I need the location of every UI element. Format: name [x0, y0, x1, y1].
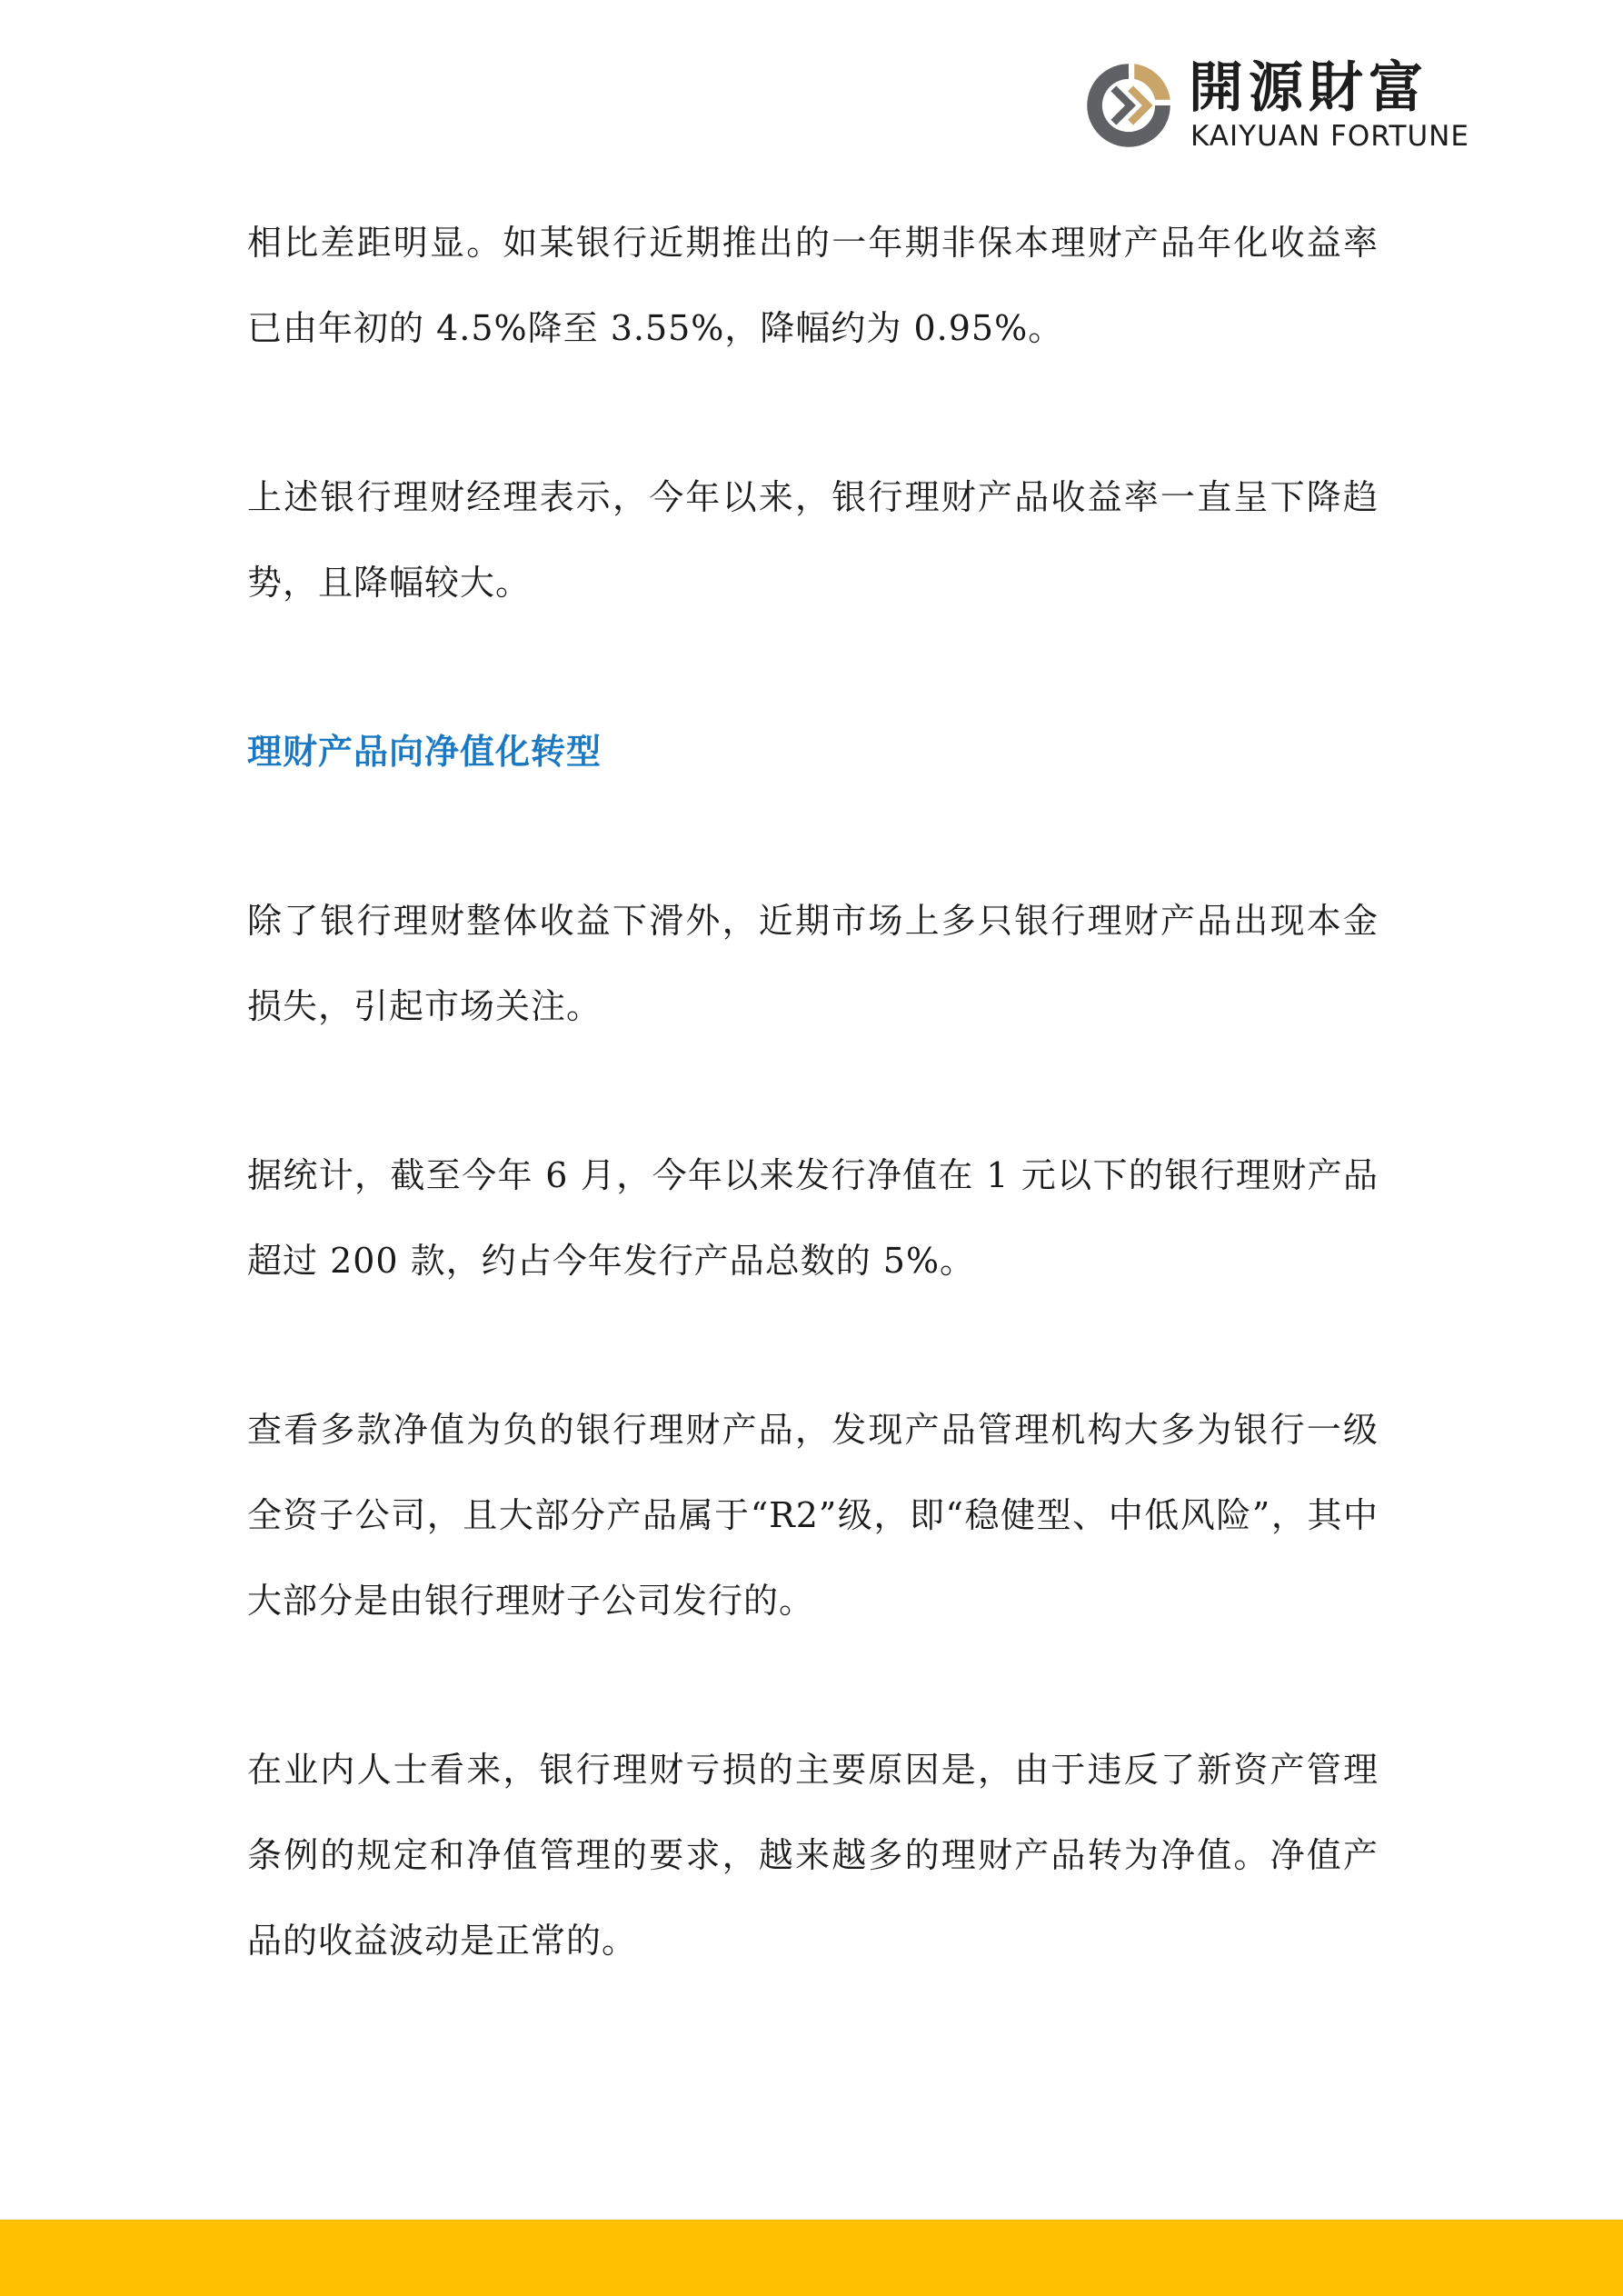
- paragraph-manager-comment: 上述银行理财经理表示，今年以来，银行理财产品收益率一直呈下降趋势，且降幅较大。: [247, 477, 1379, 603]
- company-logo: [1081, 56, 1499, 156]
- paragraph-industry-view: 在业内人士看来，银行理财亏损的主要原因是，由于违反了新资产管理条例的规定和净值管理的要求，越来越多的理财产品转为净值。净值产品的收益波动是正常的。: [247, 1750, 1379, 1961]
- paragraph-product-review: 查看多款净值为负的银行理财产品，发现产品管理机构大多为银行一级全资子公司，且大部分产品属于“R2”级，即“稳健型、中低风险”，其中大部分是由银行理财子公司发行的。: [247, 1410, 1379, 1621]
- paragraph-statistics: 据统计，截至今年 6 月，今年以来发行净值在 1 元以下的银行理财产品超过 200 款，约占今年发行产品总数的 5%。: [247, 1155, 1379, 1281]
- article-body: [247, 200, 1379, 2067]
- paragraph-principal-loss: 除了银行理财整体收益下滑外，近期市场上多只银行理财产品出现本金损失，引起市场关注。: [247, 901, 1379, 1026]
- kaiyuan-logo-icon: [1081, 58, 1176, 153]
- section-heading: 理财产品向净值化转型: [247, 732, 602, 772]
- logo-english-name: KAIYUAN FORTUNE: [1190, 120, 1469, 153]
- logo-chinese-name: 開源財富: [1189, 56, 1429, 120]
- paragraph-yield-comparison: 相比差距明显。如某银行近期推出的一年期非保本理财产品年化收益率已由年初的 4.5%降至 3.55%，降幅约为 0.95%。: [247, 223, 1379, 348]
- footer-bar: [0, 2220, 1623, 2296]
